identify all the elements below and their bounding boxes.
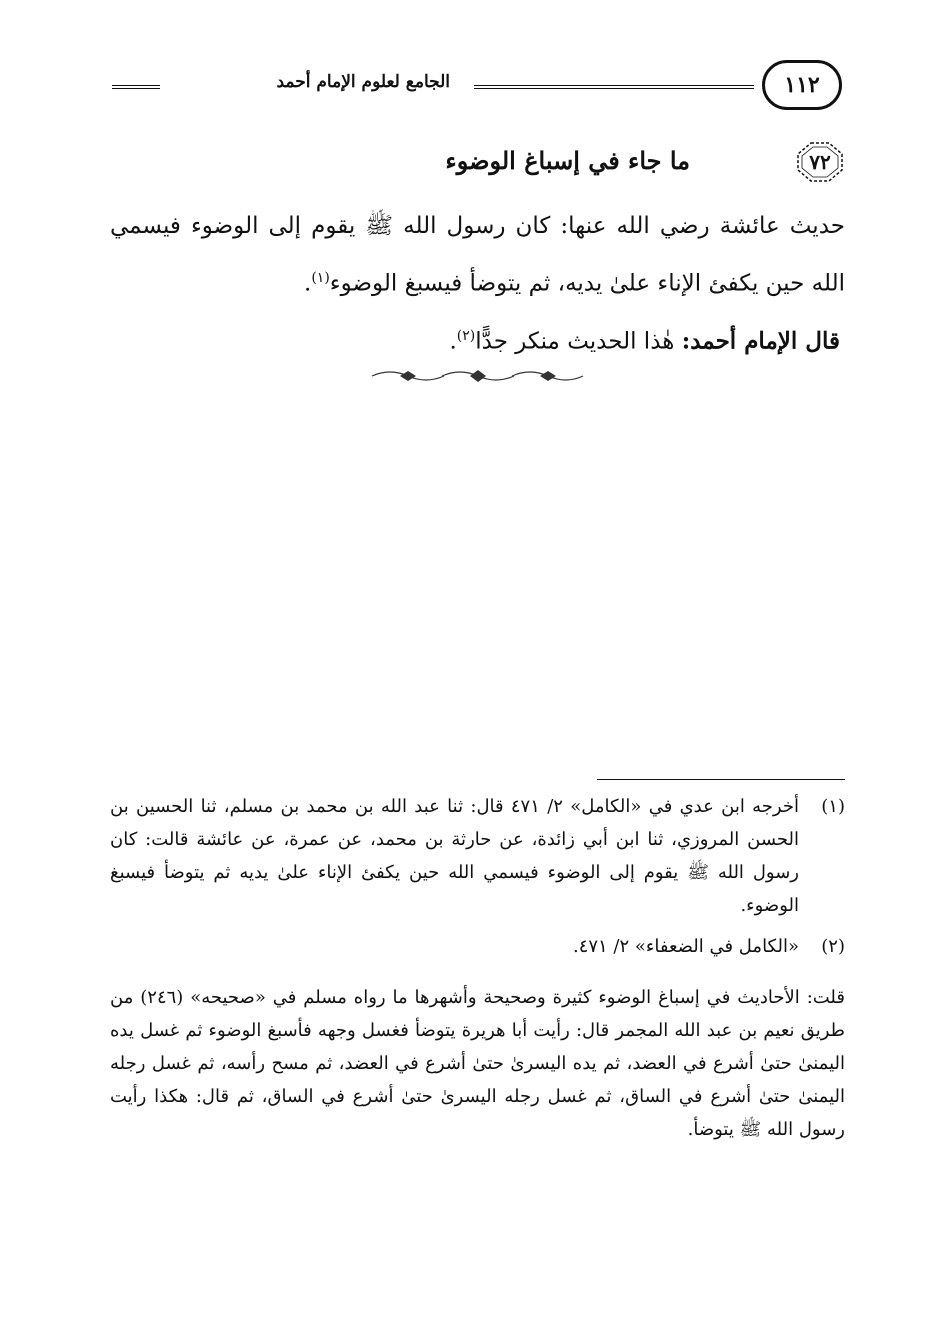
ornament-divider-icon	[370, 366, 585, 386]
section-number: ٧٢	[809, 150, 831, 174]
header-rule	[474, 85, 754, 89]
section-heading	[100, 140, 845, 188]
hadith-text: حديث عائشة رضي الله عنها: كان رسول الله ﷺ يقوم إلى الوضوء فيسمي الله حين يكفئ الإناء علىٰ يديه، ثم يتوضأ فيسبغ الوضوء	[110, 213, 845, 297]
hadith-end: .	[304, 270, 312, 297]
imam-statement	[110, 310, 845, 368]
imam-label: قال الإمام أحمد:	[681, 327, 840, 355]
header-rule	[112, 85, 160, 89]
running-title: الجامع لعلوم الإمام أحمد	[276, 72, 450, 92]
page-header	[112, 58, 842, 116]
footnote-number: (١)	[821, 796, 845, 817]
commentary-note: قلت: الأحاديث في إسباغ الوضوء كثيرة وصحيحة وأشهرها ما رواه مسلم في «صحيحه» (٢٤٦) من طريق نعيم بن عبد الله المجمر قال: رأيت أبا هريرة يتوضأ فغسل وجهه فأسبغ الوضوء ثم غسل يده اليمنىٰ حتىٰ أشرع في العضد، ثم يده اليسرىٰ حتىٰ أشرع في العضد، ثم مسح رأسه، ثم غسل رجله اليمنىٰ حتىٰ أشرع في الساق، ثم غسل رجله اليسرىٰ حتىٰ أشرع في الساق، ثم قال: هكذا رأيت رسول الله ﷺ يتوضأ.	[110, 987, 845, 1140]
footnote-number: (٢)	[821, 936, 845, 957]
footnote-ref: (٢)	[456, 327, 476, 344]
footnote-item	[110, 930, 845, 963]
main-text	[110, 200, 845, 367]
imam-end: .	[449, 328, 457, 355]
page-number: ١١٢	[762, 60, 842, 110]
imam-text: هٰذا الحديث منكر جدًّا	[475, 328, 675, 355]
hadith-paragraph	[110, 200, 845, 310]
footnotes	[110, 790, 845, 1146]
footnote-text: «الكامل في الضعفاء» ٢/ ٤٧١.	[572, 936, 799, 957]
footnote-item	[110, 790, 845, 922]
section-title: ما جاء في إسباغ الوضوء	[445, 146, 690, 175]
footnote-separator	[597, 779, 845, 780]
footnote-text: أخرجه ابن عدي في «الكامل» ٢/ ٤٧١ قال: ثنا عبد الله بن محمد بن مسلم، ثنا الحسين بن الحسن المروزي، ثنا ابن أبي زائدة، عن حارثة بن محمد، عن عمرة، عن عائشة قالت: كان رسول الله ﷺ يقوم إلى الوضوء فيسمي الله حين يكفئ الإناء علىٰ يديه ثم يتوضأ فيسبغ الوضوء.	[110, 796, 799, 916]
footnote-ref: (١)	[311, 270, 330, 286]
section-badge	[795, 140, 845, 184]
